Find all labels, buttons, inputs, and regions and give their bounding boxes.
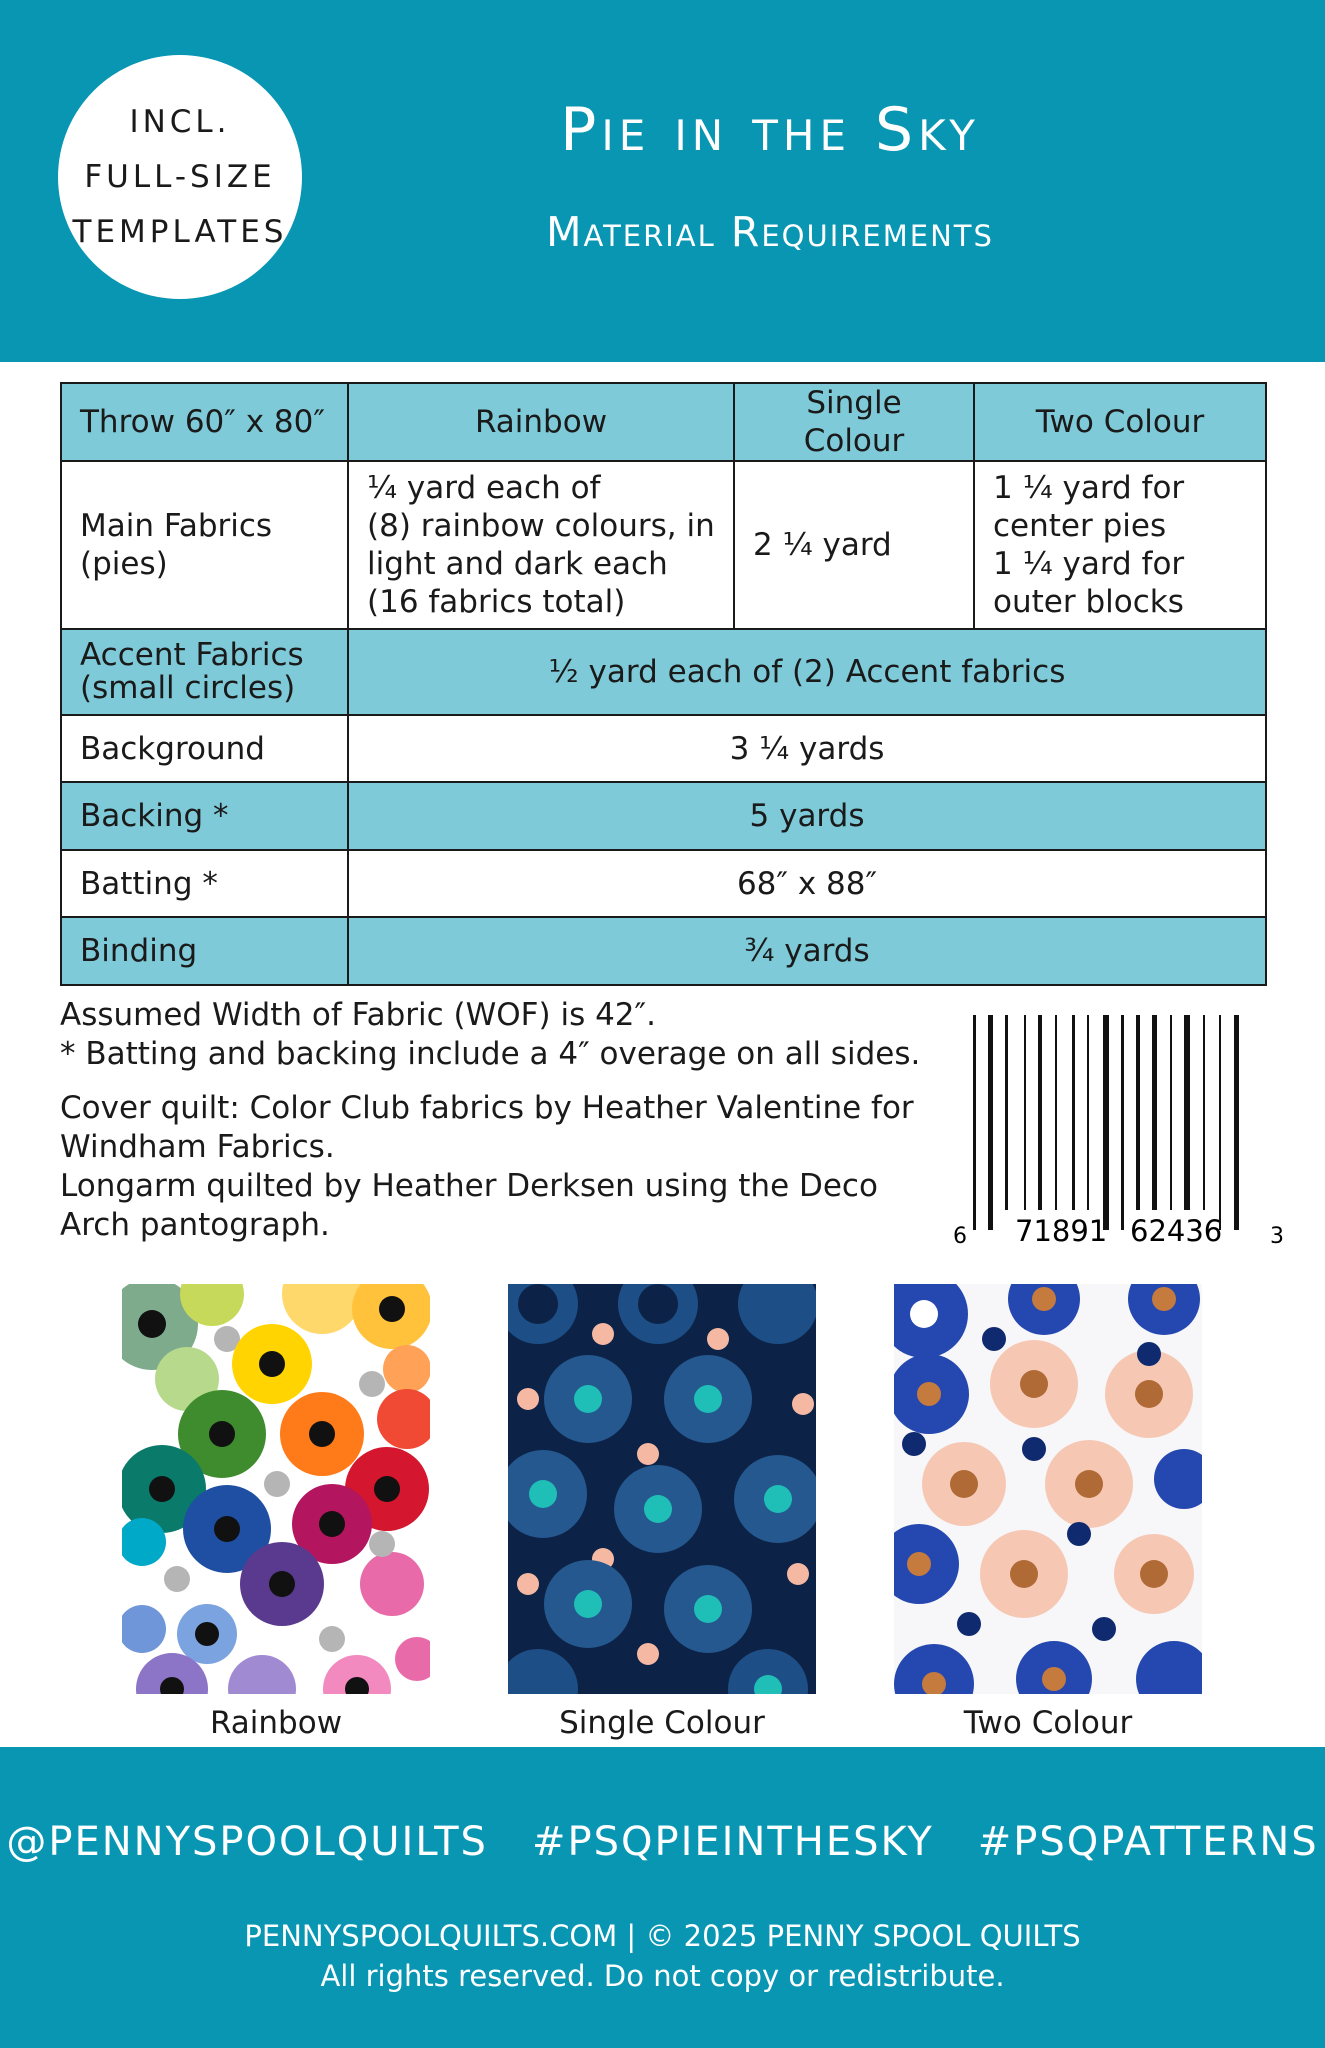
rights-line: All rights reserved. Do not copy or redistribute. (320, 1959, 1005, 1993)
barcode-bar (973, 1015, 976, 1230)
row-value: ½ yard each of (2) Accent fabrics (348, 629, 1266, 715)
quilt-rainbow-graphic (122, 1284, 430, 1694)
table-row-backing (61, 782, 1266, 850)
barcode-bar (1234, 1015, 1239, 1230)
header-size: Throw 60″ x 80″ (61, 383, 348, 461)
row-value: ¾ yards (348, 917, 1266, 985)
instagram-handle[interactable]: @PENNYSPOOLQUILTS (6, 1819, 488, 1865)
barcode-bar (1072, 1015, 1075, 1210)
row-label: Backing * (61, 782, 348, 850)
pattern-subtitle: Material Requirements (546, 208, 994, 256)
barcode-bar (1038, 1015, 1042, 1210)
row-label: Binding (61, 917, 348, 985)
barcode-graphic (945, 1015, 1285, 1250)
copyright-line: PENNYSPOOLQUILTS.COM | © 2025 PENNY SPOOL QUILTS (244, 1919, 1081, 1953)
main-fabrics-two: 1 ¼ yard for center pies 1 ¼ yard for outer blocks (974, 461, 1266, 629)
social-tags (0, 1819, 1325, 1865)
barcode-bar (1055, 1015, 1057, 1210)
barcode-bar (988, 1015, 993, 1230)
quilt-two-graphic (894, 1284, 1202, 1694)
table-row-accent (61, 629, 1266, 715)
barcode-digit-lead: 6 (953, 1224, 967, 1249)
barcode-bar (1136, 1015, 1140, 1210)
barcode-bar (1203, 1015, 1205, 1210)
main-fabrics-single: 2 ¼ yard (734, 461, 974, 629)
notes-credits: Cover quilt: Color Club fabrics by Heather Valentine for Windham Fabrics. Longarm quilted by Heather Derksen using the Deco Arch pantograph. (60, 1090, 914, 1243)
row-label: Batting * (61, 850, 348, 917)
hashtag-pattern[interactable]: #PSQPIEINTHESKY (531, 1819, 934, 1865)
barcode-bar (1103, 1015, 1109, 1230)
header-rainbow: Rainbow (348, 383, 734, 461)
main-fabrics-label: Main Fabrics (pies) (61, 461, 348, 629)
quilt-label-rainbow: Rainbow (209, 1705, 343, 1741)
badge-line-3: TEMPLATES (72, 213, 288, 250)
row-label: Accent Fabrics (small circles) (61, 629, 348, 715)
quilt-label-two-colour: Two Colour (963, 1705, 1133, 1741)
footer-banner (0, 1747, 1325, 2048)
header-two-colour: Two Colour (974, 383, 1266, 461)
quilt-preview-rainbow (122, 1284, 430, 1694)
material-requirements-table (60, 382, 1267, 986)
barcode-bar (1024, 1015, 1026, 1210)
barcode-bar (1121, 1015, 1124, 1230)
notes-wof: Assumed Width of Fabric (WOF) is 42″. * Batting and backing include a 4″ overage on all sides. (60, 997, 921, 1072)
row-value: 68″ x 88″ (348, 850, 1266, 917)
main-fabrics-rainbow: ¼ yard each of (8) rainbow colours, in light and dark each (16 fabrics total) (348, 461, 734, 629)
barcode-bar (1005, 1015, 1008, 1210)
hashtag-brand[interactable]: #PSQPATTERNS (977, 1819, 1319, 1865)
quilt-preview-single-colour (508, 1284, 816, 1694)
barcode-bar (1219, 1015, 1221, 1230)
notes-block (60, 996, 940, 1260)
badge-line-1: INCL. (129, 103, 231, 140)
header-single-colour: Single Colour (734, 383, 974, 461)
row-label: Background (61, 715, 348, 782)
table-row-background (61, 715, 1266, 782)
header-banner (0, 0, 1325, 362)
barcode-digit-check: 3 (1270, 1224, 1284, 1249)
barcode-bar (1152, 1015, 1157, 1210)
badge-line-2: FULL-SIZE (84, 158, 276, 195)
table-row-binding (61, 917, 1266, 985)
quilt-preview-two-colour (894, 1284, 1202, 1694)
barcode-bar (1184, 1015, 1190, 1210)
pattern-title: Pie in the Sky (560, 95, 980, 165)
barcode-bar (1087, 1015, 1089, 1210)
table-row-main-fabrics (61, 461, 1266, 629)
row-value: 5 yards (348, 782, 1266, 850)
barcode-digits-left: 71891 (1015, 1214, 1108, 1248)
barcode (945, 1015, 1285, 1250)
templates-badge (58, 55, 302, 299)
row-value: 3 ¼ yards (348, 715, 1266, 782)
quilt-single-graphic (508, 1284, 816, 1694)
barcode-digits-right: 62436 (1130, 1214, 1223, 1248)
quilt-label-single-colour: Single Colour (559, 1705, 765, 1741)
table-row-batting (61, 850, 1266, 917)
barcode-bar (1170, 1015, 1172, 1210)
table-header-row (61, 383, 1266, 461)
